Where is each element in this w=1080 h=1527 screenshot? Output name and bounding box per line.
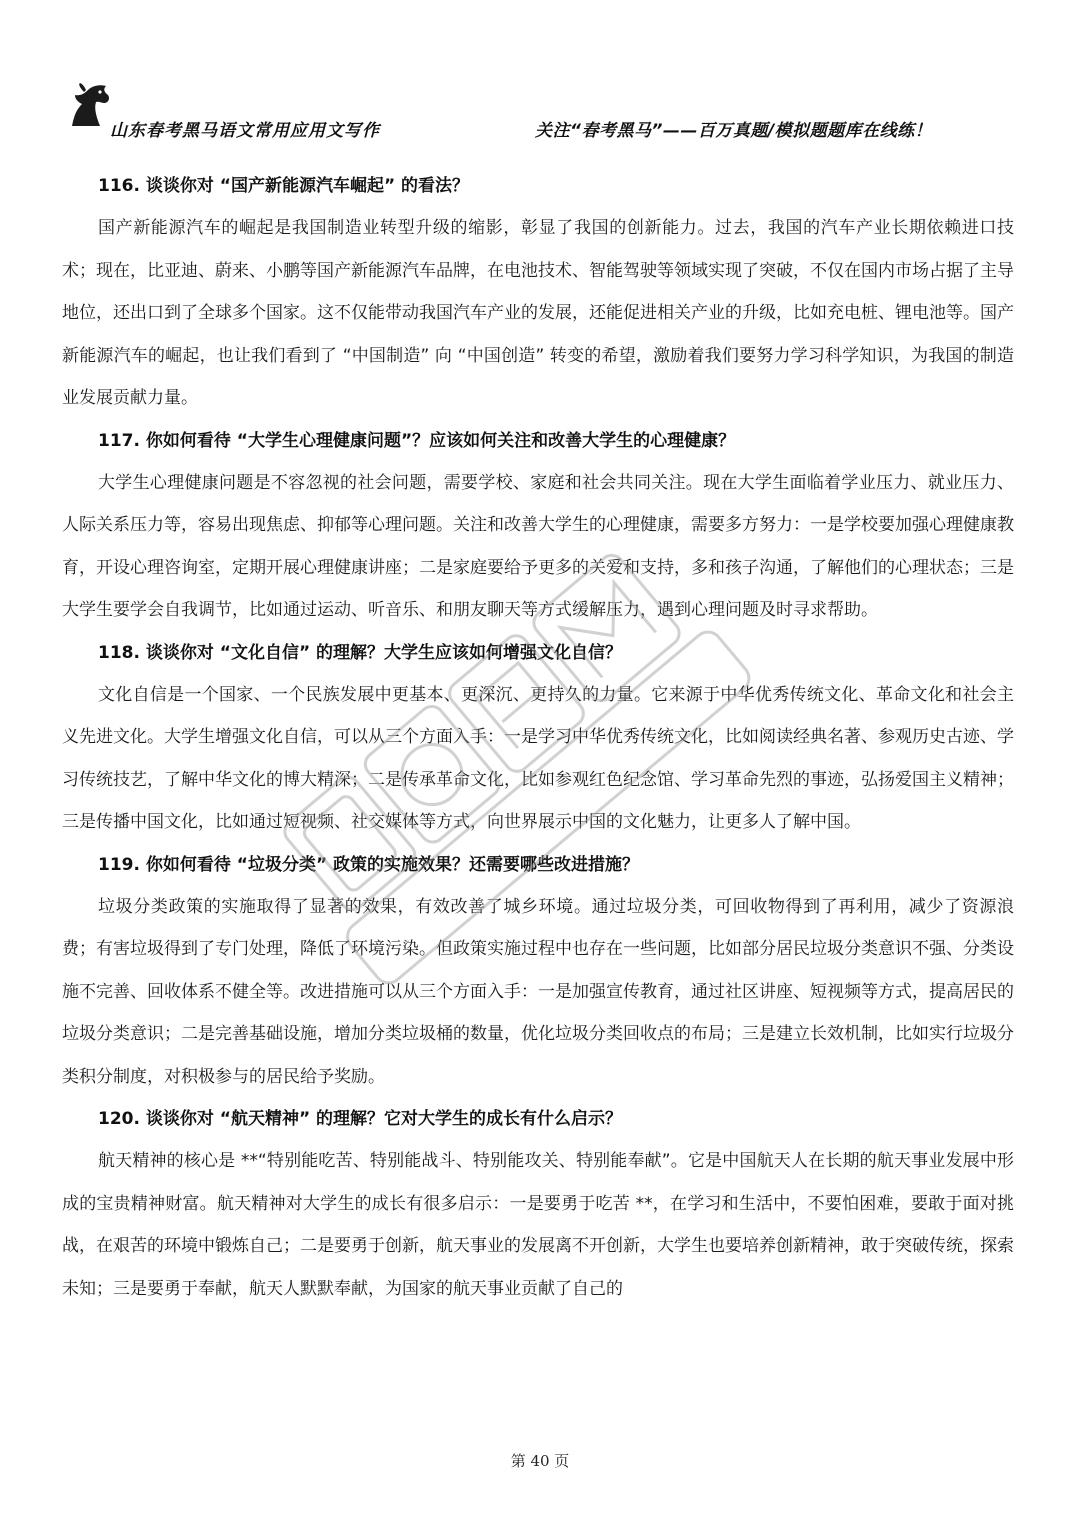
horse-head-icon	[66, 82, 112, 128]
answer-text: 国产新能源汽车的崛起是我国制造业转型升级的缩影，彰显了我国的创新能力。过去，我国的汽车产业长期依赖进口技术；现在，比亚迪、蔚来、小鹏等国产新能源汽车品牌，在电池技术、智能驾驶等领域实现了突破，不仅在国内市场占据了主导地位，还出口到了全球多个国家。这不仅能带动我国汽车产业的发展，还能促进相关产业的升级，比如充电桩、锂电池等。国产新能源汽车的崛起，也让我们看到了 “中国制造” 向 “中国创造” 转变的希望，激励着我们要努力学习科学知识，为我国的制造业发展贡献力量。	[62, 218, 1014, 408]
answer-text: 文化自信是一个国家、一个民族发展中更基本、更深沉、更持久的力量。它来源于中华优秀传统文化、革命文化和社会主义先进文化。大学生增强文化自信，可以从三个方面入手：一是学习中华优秀传统文化，比如阅读经典名著、参观历史古迹、学习传统技艺，了解中华文化的博大精深；二是传承革命文化，比如参观红色纪念馆、学习革命先烈的事迹，弘扬爱国主义精神；三是传播中国文化，比如通过短视频、社交媒体等方式，向世界展示中国的文化魅力，让更多人了解中国。	[62, 684, 1014, 832]
header-slogan: 关注“春考黑马”——百万真题/模拟题题库在线练！	[535, 121, 933, 141]
question-title: 116. 谈谈你对 “国产新能源汽车崛起” 的看法？	[98, 176, 470, 196]
question-block-119	[62, 844, 1014, 1099]
question-block-120	[62, 1098, 1014, 1310]
page-header	[60, 82, 1020, 140]
answer-text: 航天精神的核心是 **“特别能吃苦、特别能战斗、特别能攻关、特别能奉献”。它是中国航天人在长期的航天事业发展中形成的宝贵精神财富。航天精神对大学生的成长有很多启示：一是要勇于吃苦 **，在学习和生活中，不要怕困难，要敢于面对挑战，在艰苦的环境中锻炼自己；二是要勇于创新，航天事业的发展离不开创新，大学生也要培养创新精神，敢于突破传统，探索未知；三是要勇于奉献，航天人默默奉献，为国家的航天事业贡献了自己的	[62, 1151, 1014, 1299]
question-block-118	[62, 632, 1014, 844]
qa-content	[62, 165, 1014, 1310]
question-title: 119. 你如何看待 “垃圾分类” 政策的实施效果？还需要哪些改进措施？	[98, 854, 640, 875]
header-title: 山东春考黑马语文常用应用文写作	[110, 121, 380, 141]
question-block-116	[62, 165, 1014, 420]
question-title: 118. 谈谈你对 “文化自信” 的理解？大学生应该如何增强文化自信？	[98, 642, 623, 663]
page-number: 第 40 页	[510, 1452, 570, 1470]
question-title: 117. 你如何看待 “大学生心理健康问题”？应该如何关注和改善大学生的心理健康？	[98, 430, 736, 451]
question-block-117	[62, 420, 1014, 632]
question-title: 120. 谈谈你对 “航天精神” 的理解？它对大学生的成长有什么启示？	[98, 1109, 623, 1129]
answer-text: 垃圾分类政策的实施取得了显著的效果，有效改善了城乡环境。通过垃圾分类，可回收物得到了再利用，减少了资源浪费；有害垃圾得到了专门处理，降低了环境污染。但政策实施过程中也存在一些问题，比如部分居民垃圾分类意识不强、分类设施不完善、回收体系不健全等。改进措施可以从三个方面入手：一是加强宣传教育，通过社区讲座、短视频等方式，提高居民的垃圾分类意识；二是完善基础设施，增加分类垃圾桶的数量，优化垃圾分类回收点的布局；三是建立长效机制，比如实行垃圾分类积分制度，对积极参与的居民给予奖励。	[62, 896, 1014, 1087]
answer-text: 大学生心理健康问题是不容忽视的社会问题，需要学校、家庭和社会共同关注。现在大学生面临着学业压力、就业压力、人际关系压力等，容易出现焦虑、抑郁等心理问题。关注和改善大学生的心理健康，需要多方努力：一是学校要加强心理健康教育，开设心理咨询室，定期开展心理健康讲座；二是家庭要给予更多的关爱和支持，多和孩子沟通，了解他们的心理状态；三是大学生要学会自我调节，比如通过运动、听音乐、和朋友聊天等方式缓解压力，遇到心理问题及时寻求帮助。	[62, 472, 1014, 620]
